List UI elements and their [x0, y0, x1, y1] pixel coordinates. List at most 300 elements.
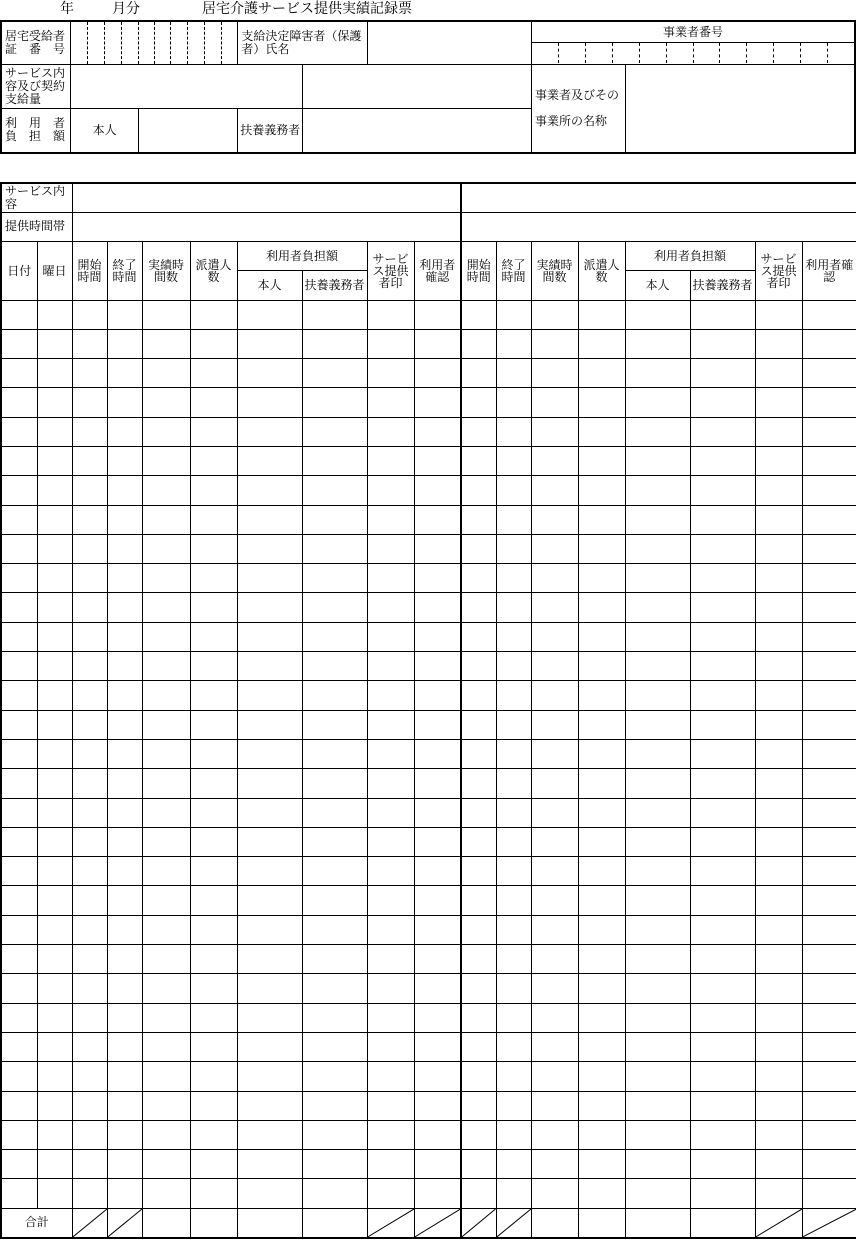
record-cell[interactable]	[690, 1062, 755, 1091]
record-cell[interactable]	[755, 1150, 802, 1179]
record-cell[interactable]	[802, 827, 856, 856]
record-cell[interactable]	[802, 505, 856, 534]
record-cell[interactable]	[496, 710, 531, 739]
record-cell[interactable]	[302, 857, 367, 886]
record-cell[interactable]	[461, 388, 496, 417]
record-cell[interactable]	[578, 534, 625, 563]
record-cell[interactable]	[37, 476, 72, 505]
record-cell[interactable]	[1, 388, 37, 417]
record-cell[interactable]	[302, 446, 367, 475]
record-cell[interactable]	[237, 857, 302, 886]
total-cell[interactable]	[237, 1208, 302, 1237]
record-cell[interactable]	[578, 886, 625, 915]
record-cell[interactable]	[690, 1150, 755, 1179]
record-cell[interactable]	[107, 446, 142, 475]
record-cell[interactable]	[1, 886, 37, 915]
record-cell[interactable]	[578, 593, 625, 622]
record-cell[interactable]	[414, 564, 461, 593]
record-cell[interactable]	[414, 915, 461, 944]
record-cell[interactable]	[690, 1120, 755, 1149]
record-cell[interactable]	[755, 300, 802, 329]
record-cell[interactable]	[302, 1062, 367, 1091]
record-cell[interactable]	[802, 1179, 856, 1208]
recipient-no-digit[interactable]	[105, 21, 122, 64]
record-cell[interactable]	[367, 681, 414, 710]
record-cell[interactable]	[461, 534, 496, 563]
record-cell[interactable]	[142, 476, 190, 505]
record-cell[interactable]	[190, 388, 237, 417]
record-cell[interactable]	[802, 359, 856, 388]
record-cell[interactable]	[414, 593, 461, 622]
record-cell[interactable]	[37, 564, 72, 593]
record-cell[interactable]	[531, 769, 578, 798]
record-cell[interactable]	[755, 1179, 802, 1208]
record-cell[interactable]	[531, 622, 578, 651]
record-cell[interactable]	[625, 681, 690, 710]
record-cell[interactable]	[72, 329, 107, 358]
record-cell[interactable]	[107, 886, 142, 915]
record-cell[interactable]	[142, 798, 190, 827]
record-cell[interactable]	[37, 945, 72, 974]
record-cell[interactable]	[461, 710, 496, 739]
record-cell[interactable]	[461, 739, 496, 768]
record-cell[interactable]	[690, 857, 755, 886]
record-cell[interactable]	[367, 652, 414, 681]
record-cell[interactable]	[37, 769, 72, 798]
recipient-no-digit[interactable]	[154, 21, 170, 64]
record-cell[interactable]	[625, 798, 690, 827]
record-cell[interactable]	[461, 1150, 496, 1179]
record-cell[interactable]	[367, 945, 414, 974]
total-cell[interactable]	[625, 1208, 690, 1237]
record-cell[interactable]	[367, 593, 414, 622]
record-cell[interactable]	[302, 476, 367, 505]
record-cell[interactable]	[414, 681, 461, 710]
record-cell[interactable]	[302, 1091, 367, 1120]
record-cell[interactable]	[414, 1091, 461, 1120]
record-cell[interactable]	[414, 622, 461, 651]
record-cell[interactable]	[690, 446, 755, 475]
record-cell[interactable]	[578, 446, 625, 475]
record-cell[interactable]	[107, 681, 142, 710]
record-cell[interactable]	[237, 945, 302, 974]
record-cell[interactable]	[531, 1091, 578, 1120]
record-cell[interactable]	[578, 827, 625, 856]
record-cell[interactable]	[531, 476, 578, 505]
record-cell[interactable]	[690, 534, 755, 563]
record-cell[interactable]	[37, 1091, 72, 1120]
record-cell[interactable]	[72, 681, 107, 710]
record-cell[interactable]	[367, 1062, 414, 1091]
record-cell[interactable]	[531, 652, 578, 681]
record-cell[interactable]	[237, 476, 302, 505]
record-cell[interactable]	[531, 417, 578, 446]
record-cell[interactable]	[802, 974, 856, 1003]
record-cell[interactable]	[142, 1120, 190, 1149]
record-cell[interactable]	[72, 359, 107, 388]
record-cell[interactable]	[142, 769, 190, 798]
record-cell[interactable]	[237, 886, 302, 915]
record-cell[interactable]	[755, 1003, 802, 1032]
record-cell[interactable]	[802, 886, 856, 915]
record-cell[interactable]	[190, 769, 237, 798]
record-cell[interactable]	[190, 1062, 237, 1091]
record-cell[interactable]	[496, 476, 531, 505]
service-contract-field[interactable]	[71, 64, 303, 108]
record-cell[interactable]	[107, 564, 142, 593]
record-cell[interactable]	[37, 798, 72, 827]
record-cell[interactable]	[1, 739, 37, 768]
record-cell[interactable]	[690, 1003, 755, 1032]
record-cell[interactable]	[802, 945, 856, 974]
record-cell[interactable]	[190, 652, 237, 681]
record-cell[interactable]	[531, 388, 578, 417]
record-cell[interactable]	[237, 622, 302, 651]
record-cell[interactable]	[531, 1120, 578, 1149]
record-cell[interactable]	[190, 446, 237, 475]
record-cell[interactable]	[1, 1091, 37, 1120]
record-cell[interactable]	[461, 622, 496, 651]
record-cell[interactable]	[190, 827, 237, 856]
record-cell[interactable]	[690, 329, 755, 358]
record-cell[interactable]	[237, 1003, 302, 1032]
record-cell[interactable]	[414, 359, 461, 388]
record-cell[interactable]	[531, 564, 578, 593]
record-cell[interactable]	[72, 1179, 107, 1208]
record-cell[interactable]	[142, 1179, 190, 1208]
record-cell[interactable]	[107, 710, 142, 739]
record-cell[interactable]	[496, 1091, 531, 1120]
record-cell[interactable]	[37, 886, 72, 915]
record-cell[interactable]	[107, 329, 142, 358]
record-cell[interactable]	[37, 710, 72, 739]
record-cell[interactable]	[802, 622, 856, 651]
record-cell[interactable]	[190, 564, 237, 593]
record-cell[interactable]	[190, 300, 237, 329]
record-cell[interactable]	[531, 857, 578, 886]
total-cell[interactable]	[302, 1208, 367, 1237]
record-cell[interactable]	[578, 622, 625, 651]
record-cell[interactable]	[72, 798, 107, 827]
record-cell[interactable]	[72, 1150, 107, 1179]
record-cell[interactable]	[461, 827, 496, 856]
record-cell[interactable]	[1, 417, 37, 446]
record-cell[interactable]	[802, 388, 856, 417]
record-cell[interactable]	[625, 652, 690, 681]
record-cell[interactable]	[802, 1032, 856, 1061]
record-cell[interactable]	[302, 359, 367, 388]
record-cell[interactable]	[802, 476, 856, 505]
record-cell[interactable]	[37, 388, 72, 417]
record-cell[interactable]	[107, 1179, 142, 1208]
record-cell[interactable]	[461, 564, 496, 593]
record-cell[interactable]	[496, 652, 531, 681]
record-cell[interactable]	[625, 974, 690, 1003]
record-cell[interactable]	[1, 827, 37, 856]
record-cell[interactable]	[802, 710, 856, 739]
record-cell[interactable]	[237, 1062, 302, 1091]
record-cell[interactable]	[107, 476, 142, 505]
record-cell[interactable]	[578, 1150, 625, 1179]
record-cell[interactable]	[302, 827, 367, 856]
record-cell[interactable]	[37, 1003, 72, 1032]
record-cell[interactable]	[367, 359, 414, 388]
record-cell[interactable]	[461, 1062, 496, 1091]
record-cell[interactable]	[72, 388, 107, 417]
record-cell[interactable]	[72, 769, 107, 798]
record-cell[interactable]	[414, 1032, 461, 1061]
recipient-no-digit[interactable]	[221, 21, 238, 64]
record-cell[interactable]	[690, 1032, 755, 1061]
record-cell[interactable]	[578, 329, 625, 358]
record-cell[interactable]	[755, 593, 802, 622]
record-cell[interactable]	[461, 1032, 496, 1061]
record-cell[interactable]	[496, 886, 531, 915]
service-content-field-right[interactable]	[461, 183, 856, 212]
record-cell[interactable]	[72, 1032, 107, 1061]
record-cell[interactable]	[237, 915, 302, 944]
record-cell[interactable]	[302, 534, 367, 563]
record-cell[interactable]	[461, 1120, 496, 1149]
record-cell[interactable]	[578, 1003, 625, 1032]
record-cell[interactable]	[190, 1120, 237, 1149]
record-cell[interactable]	[755, 534, 802, 563]
record-cell[interactable]	[755, 622, 802, 651]
record-cell[interactable]	[190, 739, 237, 768]
record-cell[interactable]	[690, 681, 755, 710]
record-cell[interactable]	[461, 769, 496, 798]
record-cell[interactable]	[1, 300, 37, 329]
record-cell[interactable]	[414, 827, 461, 856]
record-cell[interactable]	[302, 1179, 367, 1208]
record-cell[interactable]	[690, 769, 755, 798]
record-cell[interactable]	[237, 446, 302, 475]
record-cell[interactable]	[690, 798, 755, 827]
record-cell[interactable]	[531, 1179, 578, 1208]
record-cell[interactable]	[190, 710, 237, 739]
record-cell[interactable]	[142, 622, 190, 651]
record-cell[interactable]	[1, 769, 37, 798]
record-cell[interactable]	[414, 476, 461, 505]
record-cell[interactable]	[142, 739, 190, 768]
record-cell[interactable]	[237, 1032, 302, 1061]
record-cell[interactable]	[414, 534, 461, 563]
record-cell[interactable]	[367, 1120, 414, 1149]
record-cell[interactable]	[367, 505, 414, 534]
record-cell[interactable]	[625, 710, 690, 739]
record-cell[interactable]	[237, 593, 302, 622]
record-cell[interactable]	[414, 1120, 461, 1149]
record-cell[interactable]	[37, 857, 72, 886]
record-cell[interactable]	[190, 359, 237, 388]
record-cell[interactable]	[531, 329, 578, 358]
dependent-burden-field[interactable]	[303, 108, 532, 153]
record-cell[interactable]	[461, 329, 496, 358]
record-cell[interactable]	[72, 857, 107, 886]
record-cell[interactable]	[107, 1032, 142, 1061]
record-cell[interactable]	[625, 1062, 690, 1091]
record-cell[interactable]	[107, 505, 142, 534]
record-cell[interactable]	[190, 1150, 237, 1179]
record-cell[interactable]	[461, 446, 496, 475]
record-cell[interactable]	[72, 827, 107, 856]
record-cell[interactable]	[72, 1120, 107, 1149]
record-cell[interactable]	[142, 1003, 190, 1032]
record-cell[interactable]	[531, 300, 578, 329]
record-cell[interactable]	[302, 945, 367, 974]
record-cell[interactable]	[142, 681, 190, 710]
record-cell[interactable]	[142, 359, 190, 388]
record-cell[interactable]	[367, 827, 414, 856]
record-cell[interactable]	[237, 300, 302, 329]
record-cell[interactable]	[107, 534, 142, 563]
record-cell[interactable]	[107, 300, 142, 329]
record-cell[interactable]	[367, 622, 414, 651]
record-cell[interactable]	[37, 915, 72, 944]
record-cell[interactable]	[414, 886, 461, 915]
record-cell[interactable]	[690, 886, 755, 915]
record-cell[interactable]	[802, 739, 856, 768]
record-cell[interactable]	[531, 534, 578, 563]
record-cell[interactable]	[755, 857, 802, 886]
record-cell[interactable]	[531, 710, 578, 739]
record-cell[interactable]	[302, 593, 367, 622]
record-cell[interactable]	[461, 300, 496, 329]
record-cell[interactable]	[107, 827, 142, 856]
record-cell[interactable]	[190, 1003, 237, 1032]
record-cell[interactable]	[37, 622, 72, 651]
record-cell[interactable]	[237, 681, 302, 710]
record-cell[interactable]	[802, 300, 856, 329]
record-cell[interactable]	[142, 593, 190, 622]
record-cell[interactable]	[461, 417, 496, 446]
record-cell[interactable]	[414, 739, 461, 768]
record-cell[interactable]	[802, 1091, 856, 1120]
total-cell[interactable]	[578, 1208, 625, 1237]
record-cell[interactable]	[414, 798, 461, 827]
record-cell[interactable]	[72, 1062, 107, 1091]
record-cell[interactable]	[625, 857, 690, 886]
record-cell[interactable]	[367, 710, 414, 739]
record-cell[interactable]	[755, 769, 802, 798]
record-cell[interactable]	[302, 974, 367, 1003]
record-cell[interactable]	[802, 857, 856, 886]
record-cell[interactable]	[1, 857, 37, 886]
record-cell[interactable]	[190, 1179, 237, 1208]
record-cell[interactable]	[690, 300, 755, 329]
record-cell[interactable]	[302, 300, 367, 329]
record-cell[interactable]	[37, 329, 72, 358]
record-cell[interactable]	[578, 1032, 625, 1061]
record-cell[interactable]	[755, 945, 802, 974]
record-cell[interactable]	[237, 359, 302, 388]
record-cell[interactable]	[461, 945, 496, 974]
record-cell[interactable]	[578, 476, 625, 505]
record-cell[interactable]	[190, 915, 237, 944]
record-cell[interactable]	[237, 505, 302, 534]
record-cell[interactable]	[302, 769, 367, 798]
recipient-no-digit[interactable]	[71, 21, 88, 64]
record-cell[interactable]	[190, 886, 237, 915]
record-cell[interactable]	[625, 388, 690, 417]
record-cell[interactable]	[690, 710, 755, 739]
record-cell[interactable]	[755, 446, 802, 475]
record-cell[interactable]	[37, 446, 72, 475]
record-cell[interactable]	[578, 1120, 625, 1149]
record-cell[interactable]	[37, 505, 72, 534]
record-cell[interactable]	[625, 329, 690, 358]
record-cell[interactable]	[190, 1091, 237, 1120]
record-cell[interactable]	[107, 769, 142, 798]
recipient-no-digit[interactable]	[187, 21, 204, 64]
record-cell[interactable]	[37, 1120, 72, 1149]
record-cell[interactable]	[190, 505, 237, 534]
self-burden-field[interactable]	[138, 108, 237, 153]
record-cell[interactable]	[461, 974, 496, 1003]
record-cell[interactable]	[690, 652, 755, 681]
record-cell[interactable]	[367, 1003, 414, 1032]
record-cell[interactable]	[690, 1091, 755, 1120]
record-cell[interactable]	[625, 915, 690, 944]
record-cell[interactable]	[72, 974, 107, 1003]
record-cell[interactable]	[37, 827, 72, 856]
record-cell[interactable]	[414, 769, 461, 798]
record-cell[interactable]	[625, 564, 690, 593]
record-cell[interactable]	[1, 1179, 37, 1208]
record-cell[interactable]	[72, 300, 107, 329]
record-cell[interactable]	[142, 1032, 190, 1061]
record-cell[interactable]	[72, 652, 107, 681]
recipient-no-digit[interactable]	[122, 21, 139, 64]
record-cell[interactable]	[578, 798, 625, 827]
record-cell[interactable]	[755, 359, 802, 388]
record-cell[interactable]	[625, 827, 690, 856]
record-cell[interactable]	[37, 417, 72, 446]
record-cell[interactable]	[802, 1003, 856, 1032]
record-cell[interactable]	[190, 945, 237, 974]
record-cell[interactable]	[414, 1003, 461, 1032]
record-cell[interactable]	[237, 739, 302, 768]
record-cell[interactable]	[496, 534, 531, 563]
service-content-field-left[interactable]	[72, 183, 461, 212]
record-cell[interactable]	[578, 945, 625, 974]
record-cell[interactable]	[461, 652, 496, 681]
record-cell[interactable]	[1, 622, 37, 651]
record-cell[interactable]	[690, 739, 755, 768]
record-cell[interactable]	[107, 739, 142, 768]
record-cell[interactable]	[107, 593, 142, 622]
record-cell[interactable]	[367, 446, 414, 475]
record-cell[interactable]	[496, 915, 531, 944]
record-cell[interactable]	[1, 476, 37, 505]
record-cell[interactable]	[578, 417, 625, 446]
record-cell[interactable]	[237, 329, 302, 358]
record-cell[interactable]	[496, 1032, 531, 1061]
record-cell[interactable]	[302, 417, 367, 446]
record-cell[interactable]	[578, 739, 625, 768]
record-cell[interactable]	[302, 329, 367, 358]
record-cell[interactable]	[578, 652, 625, 681]
record-cell[interactable]	[237, 1179, 302, 1208]
record-cell[interactable]	[367, 739, 414, 768]
record-cell[interactable]	[496, 417, 531, 446]
record-cell[interactable]	[755, 417, 802, 446]
record-cell[interactable]	[190, 857, 237, 886]
record-cell[interactable]	[1, 974, 37, 1003]
record-cell[interactable]	[190, 534, 237, 563]
record-cell[interactable]	[367, 1091, 414, 1120]
record-cell[interactable]	[414, 857, 461, 886]
